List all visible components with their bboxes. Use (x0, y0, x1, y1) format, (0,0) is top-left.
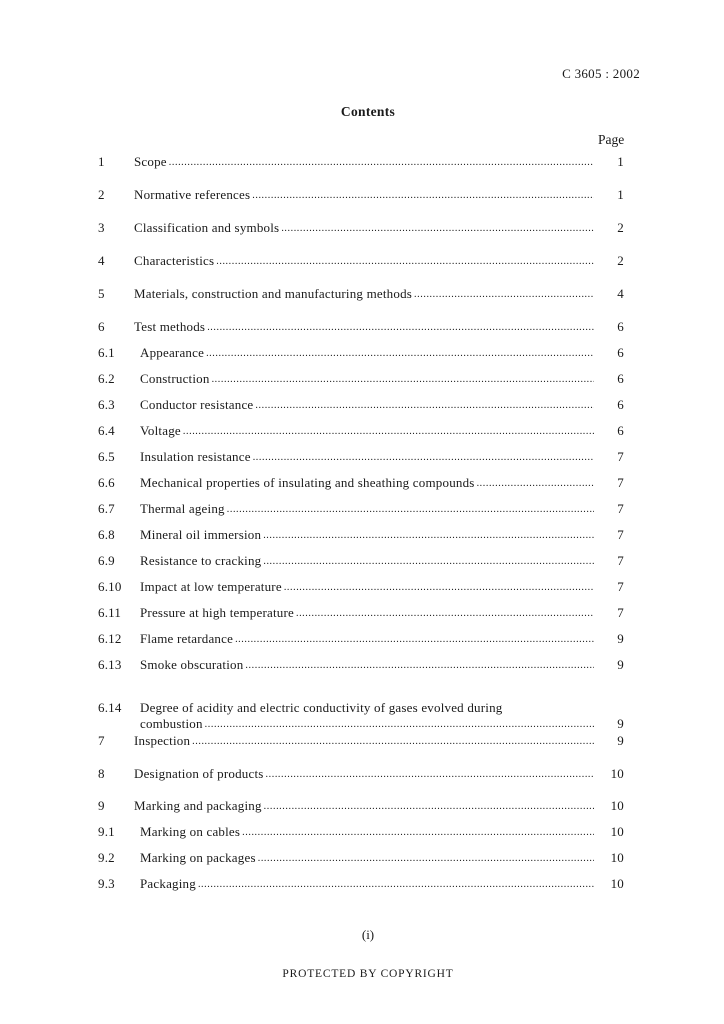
toc-entry-title: Smoke obscuration (140, 657, 244, 672)
toc-entry-page: 6 (617, 371, 624, 386)
toc-entry-page: 1 (617, 154, 624, 169)
toc-entry-number: 6 (98, 319, 105, 334)
toc-entry-number: 6.4 (98, 423, 115, 438)
toc-entry-number: 6.1 (98, 345, 115, 360)
dot-leader (227, 503, 594, 517)
toc-entry-title-leader (134, 286, 594, 302)
toc-entry-page: 6 (617, 319, 624, 334)
dot-leader (205, 718, 594, 732)
toc-entry-title-leader (140, 345, 594, 361)
dot-leader (242, 826, 594, 840)
toc-entry-page: 7 (617, 501, 624, 516)
dot-leader (477, 477, 594, 491)
toc-entry-page: 9 (617, 733, 624, 748)
toc-entry-page: 2 (617, 220, 624, 235)
toc-entry-title: Classification and symbols (134, 220, 280, 235)
toc-entry-title-leader (140, 475, 594, 491)
toc-entry-number: 9.3 (98, 876, 115, 891)
dot-leader (284, 581, 594, 595)
toc-entry-page: 6 (617, 345, 624, 360)
toc-entry-page: 10 (610, 766, 624, 781)
toc-entry-number: 6.3 (98, 397, 115, 412)
contents-title: Contents (340, 104, 396, 119)
dot-leader (192, 735, 594, 749)
toc-entry-page: 9 (617, 631, 624, 646)
toc-entry-title-leader (134, 220, 594, 236)
toc-entry-page: 10 (610, 824, 624, 839)
toc-entry-number: 6.7 (98, 501, 115, 516)
toc-entry-title-leader (140, 527, 594, 543)
toc-entry-title: Mechanical properties of insulating and sheathing compounds (140, 475, 475, 490)
toc-entry-page: 7 (617, 449, 624, 464)
dot-leader (216, 255, 594, 269)
dot-leader (255, 399, 594, 413)
toc-entry-title-leader (134, 253, 594, 269)
toc-entry-title-leader (134, 798, 594, 814)
toc-entry-title: Inspection (134, 733, 191, 748)
toc-entry-page: 4 (617, 286, 624, 301)
toc-entry-number: 8 (98, 766, 105, 781)
toc-entry-number: 6.5 (98, 449, 115, 464)
toc-entry-page: 7 (617, 553, 624, 568)
toc-entry-title-leader (134, 154, 594, 170)
toc-entry-title: Materials, construction and manufacturing methods (134, 286, 413, 301)
toc-entry-title-line1: Degree of acidity and electric conductivity of gases evolved during (140, 700, 503, 715)
toc-entry-title: combustion (140, 716, 203, 731)
toc-entry-page: 10 (610, 876, 624, 891)
toc-entry-title-leader (140, 501, 594, 517)
toc-entry-page: 1 (617, 187, 624, 202)
toc-entry-title: Designation of products (134, 766, 264, 781)
toc-entry-title-leader (140, 371, 594, 387)
toc-entry-title-leader (140, 716, 594, 732)
toc-entry-number: 6.8 (98, 527, 115, 542)
toc-entry-number: 9.2 (98, 850, 115, 865)
toc-entry-page: 10 (610, 850, 624, 865)
footer-copyright: PROTECTED BY COPYRIGHT (282, 968, 454, 980)
dot-leader (266, 768, 594, 782)
dot-leader (281, 222, 594, 236)
dot-leader (252, 189, 594, 203)
toc-entry-title: Pressure at high temperature (140, 605, 294, 620)
toc-entry-title-leader (140, 423, 594, 439)
dot-leader (296, 607, 594, 621)
toc-entry-number: 6.2 (98, 371, 115, 386)
dot-leader (263, 529, 594, 543)
toc-entry-number: 6.13 (98, 657, 122, 672)
toc-entry-title-leader (140, 824, 594, 840)
toc-entry-title: Impact at low temperature (140, 579, 282, 594)
toc-entry-title: Marking on cables (140, 824, 241, 839)
dot-leader (169, 156, 594, 170)
toc-entry-number: 6.10 (98, 579, 122, 594)
toc-entry-number: 6.6 (98, 475, 115, 490)
toc-entry-title: Normative references (134, 187, 251, 202)
toc-entry-page: 7 (617, 605, 624, 620)
toc-entry-title: Voltage (140, 423, 181, 438)
toc-entry-page: 7 (617, 579, 624, 594)
toc-entry-title: Marking and packaging (134, 798, 262, 813)
dot-leader (414, 288, 594, 302)
toc-entry-title: Construction (140, 371, 210, 386)
dot-leader (206, 347, 594, 361)
toc-entry-title-leader (140, 876, 594, 892)
toc-entry-title: Mineral oil immersion (140, 527, 262, 542)
toc-entry-title-leader (140, 631, 594, 647)
toc-entry-number: 6.9 (98, 553, 115, 568)
toc-entry-title: Characteristics (134, 253, 215, 268)
footer-page-number: (i) (361, 927, 375, 942)
dot-leader (183, 425, 594, 439)
toc-entry-page: 6 (617, 423, 624, 438)
dot-leader (263, 555, 594, 569)
page-column-heading: Page (598, 132, 625, 147)
dot-leader (258, 852, 594, 866)
toc-entry-title-leader (134, 766, 594, 782)
toc-entry-number: 9 (98, 798, 105, 813)
toc-entry-number: 2 (98, 187, 105, 202)
toc-entry-title-leader (140, 553, 594, 569)
toc-entry-title: Insulation resistance (140, 449, 251, 464)
toc-entry-title: Resistance to cracking (140, 553, 262, 568)
toc-entry-title: Test methods (134, 319, 206, 334)
toc-entry-title: Conductor resistance (140, 397, 254, 412)
toc-entry-number: 9.1 (98, 824, 115, 839)
toc-entry-number: 6.14 (98, 700, 122, 715)
toc-entry-page: 7 (617, 527, 624, 542)
toc-entry-page: 2 (617, 253, 624, 268)
dot-leader (264, 800, 594, 814)
toc-entry-number: 1 (98, 154, 105, 169)
toc-entry-title: Appearance (140, 345, 205, 360)
dot-leader (235, 633, 594, 647)
toc-entry-title-leader (140, 657, 594, 673)
toc-entry-title-leader (140, 579, 594, 595)
toc-entry-title-leader (134, 319, 594, 335)
toc-entry-page: 6 (617, 397, 624, 412)
toc-entry-title: Flame retardance (140, 631, 234, 646)
toc-entry-title-leader (140, 397, 594, 413)
toc-entry-title-leader (140, 449, 594, 465)
toc-entry-number: 6.12 (98, 631, 122, 646)
toc-entry-page: 7 (617, 475, 624, 490)
toc-entry-title-leader (140, 850, 594, 866)
toc-entry-number: 4 (98, 253, 105, 268)
toc-entry-title-leader (134, 187, 594, 203)
toc-entry-page: 10 (610, 798, 624, 813)
document-number: C 3605 : 2002 (562, 66, 640, 81)
toc-entry-title: Marking on packages (140, 850, 256, 865)
toc-entry-title-leader (140, 605, 594, 621)
toc-entry-number: 6.11 (98, 605, 122, 620)
dot-leader (207, 321, 594, 335)
toc-entry-title-leader (134, 733, 594, 749)
toc-entry-title: Packaging (140, 876, 196, 891)
dot-leader (198, 878, 594, 892)
dot-leader (245, 659, 594, 673)
toc-entry-number: 5 (98, 286, 105, 301)
toc-entry-page: 9 (617, 716, 624, 731)
toc-entry-page: 9 (617, 657, 624, 672)
dot-leader (212, 373, 594, 387)
dot-leader (253, 451, 594, 465)
toc-entry-title: Thermal ageing (140, 501, 225, 516)
toc-entry-number: 7 (98, 733, 105, 748)
toc-entry-title: Scope (134, 154, 167, 169)
toc-entry-number: 3 (98, 220, 105, 235)
